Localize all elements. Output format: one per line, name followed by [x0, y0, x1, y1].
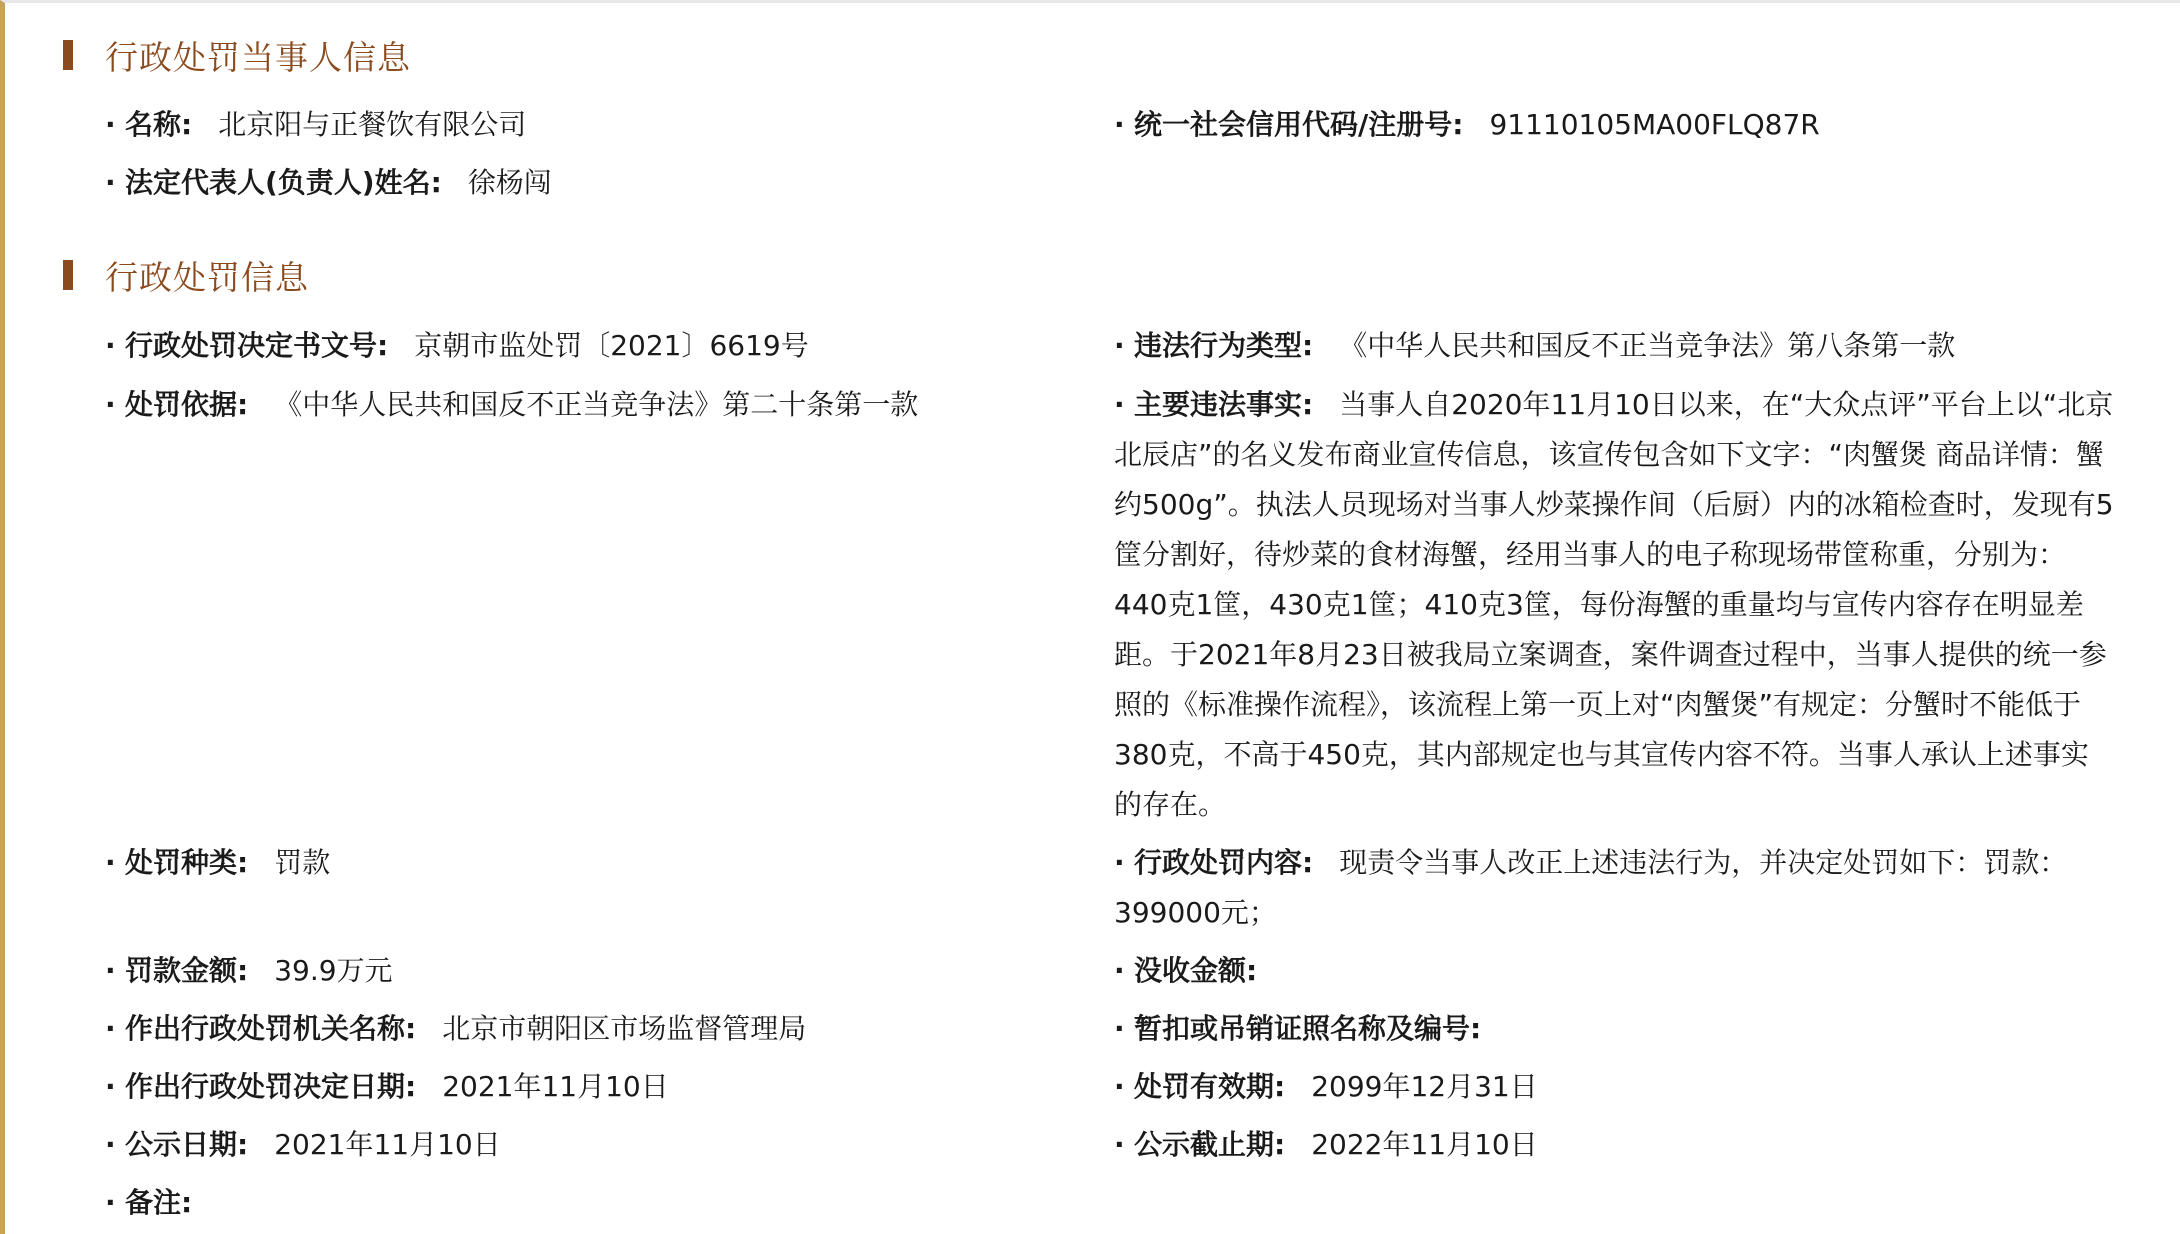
field-decision-date: [105, 1062, 669, 1112]
field-validity: [1114, 1062, 1538, 1112]
field-basis: [105, 380, 918, 430]
field-label: 名称:: [125, 108, 193, 141]
bullet-dot: ·: [1114, 388, 1125, 421]
field-license: [1114, 1004, 1507, 1054]
bullet-dot: ·: [105, 1070, 116, 1103]
field-value: 2021年11月10日: [274, 1128, 501, 1161]
field-value: 2022年11月10日: [1311, 1128, 1538, 1161]
section-marker: [63, 260, 73, 290]
field-label: 统一社会信用代码/注册号:: [1134, 108, 1464, 141]
field-fine-amount: [105, 946, 393, 996]
bullet-dot: ·: [105, 1186, 116, 1219]
field-value: 《中华人民共和国反不正当竞争法》第二十条第一款: [274, 388, 919, 421]
section-marker: [63, 40, 73, 70]
field-value: 《中华人民共和国反不正当竞争法》第八条第一款: [1339, 329, 1956, 362]
bullet-dot: ·: [105, 954, 116, 987]
field-value: 北京市朝阳区市场监督管理局: [442, 1012, 807, 1045]
bullet-dot: ·: [105, 1128, 116, 1161]
field-label: 行政处罚决定书文号:: [125, 329, 389, 362]
bullet-dot: ·: [105, 846, 116, 879]
field-legal-rep: [105, 158, 552, 208]
field-label: 处罚依据:: [125, 388, 249, 421]
field-main-facts: [1114, 380, 2114, 830]
field-label: 暂扣或吊销证照名称及编号:: [1134, 1012, 1482, 1045]
field-label: 违法行为类型:: [1134, 329, 1314, 362]
bullet-dot: ·: [1114, 108, 1125, 141]
bullet-dot: ·: [105, 166, 116, 199]
field-label: 公示日期:: [125, 1128, 249, 1161]
field-credit-code: [1114, 100, 1820, 150]
field-label: 作出行政处罚决定日期:: [125, 1070, 417, 1103]
field-penalty-content: [1114, 838, 2114, 938]
bullet-dot: ·: [1114, 846, 1125, 879]
bullet-dot: ·: [1114, 954, 1125, 987]
section-title-penalty: 行政处罚信息: [105, 257, 309, 297]
field-label: 罚款金额:: [125, 954, 249, 987]
field-value: 京朝市监处罚〔2021〕6619号: [414, 329, 809, 362]
field-label: 法定代表人(负责人)姓名:: [125, 166, 442, 199]
section-title-party: 行政处罚当事人信息: [105, 37, 411, 77]
section-header-party: [63, 30, 411, 80]
field-label: 作出行政处罚机关名称:: [125, 1012, 417, 1045]
bullet-dot: ·: [1114, 329, 1125, 362]
field-value: 2021年11月10日: [442, 1070, 669, 1103]
field-doc-number: [105, 321, 809, 371]
field-value: 现责令当事人改正上述违法行为，并决定处罚如下：罚款：399000元；: [1114, 846, 2068, 929]
section-header-penalty: [63, 250, 309, 300]
bullet-dot: ·: [1114, 1128, 1125, 1161]
field-publish-date: [105, 1120, 501, 1170]
field-publish-end: [1114, 1120, 1538, 1170]
field-value: 徐杨闯: [467, 166, 552, 199]
bullet-dot: ·: [105, 108, 116, 141]
field-violation-type: [1114, 321, 1955, 371]
field-label: 公示截止期:: [1134, 1128, 1286, 1161]
field-name: [105, 100, 526, 150]
field-value: 罚款: [274, 846, 331, 879]
field-confiscation: [1114, 946, 1283, 996]
bullet-dot: ·: [105, 329, 116, 362]
bullet-dot: ·: [105, 1012, 116, 1045]
bullet-dot: ·: [1114, 1070, 1125, 1103]
field-label: 备注:: [125, 1186, 193, 1219]
field-value: 北京阳与正餐饮有限公司: [218, 108, 527, 141]
field-label: 行政处罚内容:: [1134, 846, 1314, 879]
field-label: 处罚有效期:: [1134, 1070, 1286, 1103]
bullet-dot: ·: [105, 388, 116, 421]
bullet-dot: ·: [1114, 1012, 1125, 1045]
field-value: 91110105MA00FLQ87R: [1489, 108, 1820, 141]
field-remark: [105, 1178, 218, 1228]
field-category: [105, 838, 330, 888]
field-authority: [105, 1004, 806, 1054]
field-label: 主要违法事实:: [1134, 388, 1314, 421]
field-value: 当事人自2020年11月10日以来，在“大众点评”平台上以“北京北辰店”的名义发布商业宣传信息，该宣传包含如下文字：“肉蟹煲 商品详情：蟹约500g”。执法人员现场对当事人炒菜操作间（后厨）内的冰箱检查时，发现有5筐分割好，待炒菜的食材海蟹，经用当事人的电子称现场带筐称重，分别为：440克1筐，430克1筐；410克3筐，每份海蟹的重量均与宣传内容存在明显差距。于2021年8月23日被我局立案调查，案件调查过程中，当事人提供的统一参照的《标准操作流程》，该流程上第一页上对“肉蟹煲”有规定：分蟹时不能低于380克，不高于450克，其内部规定也与其宣传内容不符。当事人承认上述事实的存在。: [1114, 388, 2114, 821]
field-value: 39.9万元: [274, 954, 393, 987]
field-value: 2099年12月31日: [1311, 1070, 1538, 1103]
field-label: 处罚种类:: [125, 846, 249, 879]
field-label: 没收金额:: [1134, 954, 1258, 987]
